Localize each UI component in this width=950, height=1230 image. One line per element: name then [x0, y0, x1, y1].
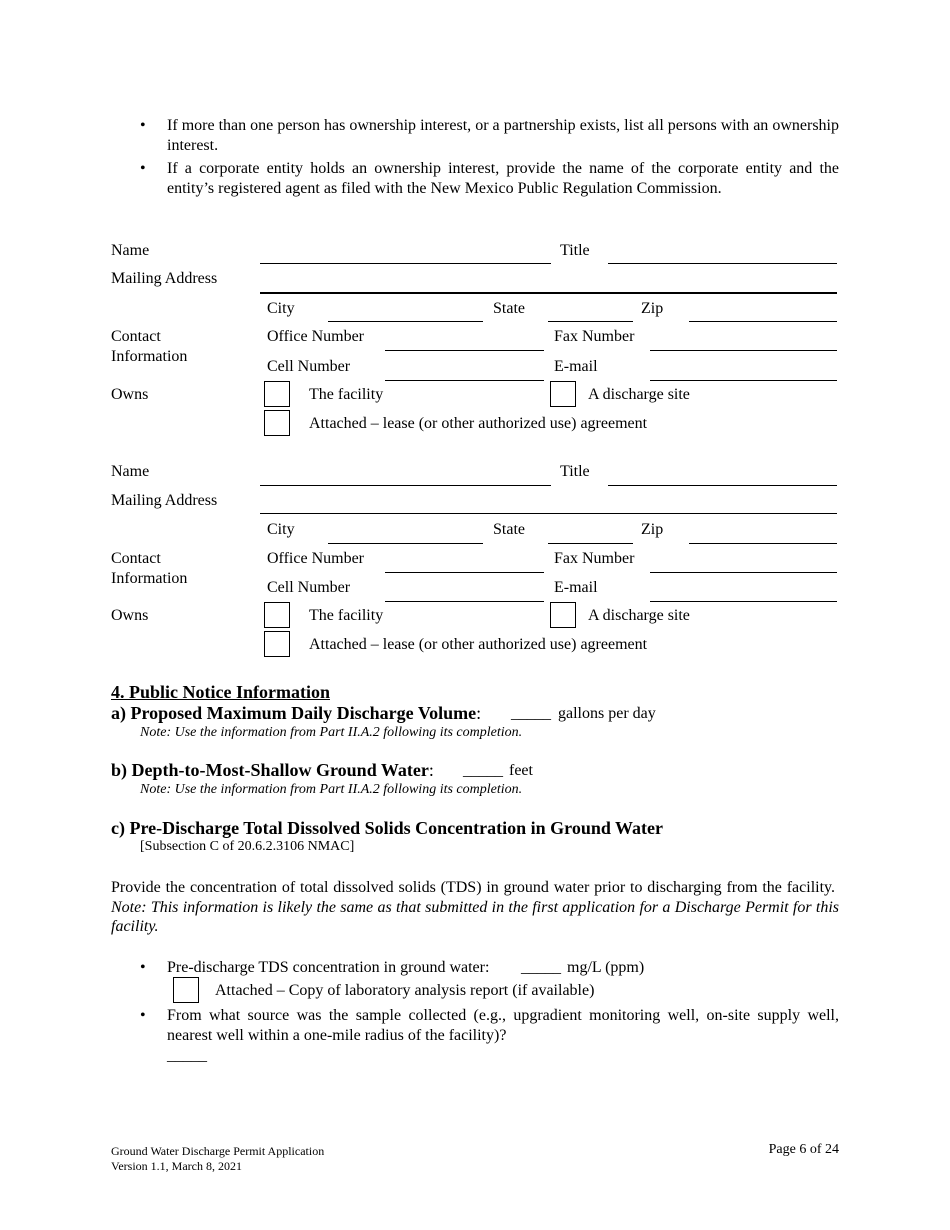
ground-water-depth-blank[interactable]: _____ — [463, 762, 503, 779]
discharge-site-checkbox[interactable] — [550, 602, 576, 628]
title-input-line[interactable] — [608, 485, 837, 486]
intro-bullet-2: If a corporate entity holds an ownership interest, provide the name of the corporate entity and the entity’s registered agent as filed with the New Mexico Public Regulation Commission. — [167, 160, 839, 197]
information-label: Information — [111, 570, 188, 587]
discharge-volume-blank[interactable]: _____ — [511, 705, 551, 722]
facility-checkbox[interactable] — [264, 381, 290, 407]
city-label: City — [267, 521, 295, 538]
bullet-dot: • — [140, 1007, 146, 1024]
item-a-colon: : — [476, 703, 482, 723]
item-b-colon: : — [428, 760, 434, 780]
ground-water-depth-unit: feet — [509, 762, 533, 779]
page-number: Page 6 of 24 — [768, 1142, 839, 1157]
state-label: State — [493, 300, 525, 317]
lease-option-label: Attached – lease (or other authorized use) agreement — [309, 636, 648, 653]
lease-checkbox[interactable] — [264, 631, 290, 657]
city-input-line[interactable] — [328, 321, 483, 322]
mailing-address-label: Mailing Address — [111, 492, 218, 509]
office-number-label: Office Number — [267, 550, 364, 567]
item-a-prefix: a) — [111, 703, 126, 723]
mailing-address-input-line[interactable] — [260, 292, 837, 294]
item-c-heading — [111, 818, 663, 839]
owns-label: Owns — [111, 386, 149, 403]
footer-doc-title: Ground Water Discharge Permit Application — [111, 1144, 325, 1158]
title-label: Title — [560, 463, 590, 480]
zip-input-line[interactable] — [689, 321, 837, 322]
item-a-title: Proposed Maximum Daily Discharge Volume — [130, 703, 477, 723]
city-label: City — [267, 300, 295, 317]
discharge-volume-unit: gallons per day — [558, 705, 656, 722]
owns-label: Owns — [111, 607, 149, 624]
cell-number-label: Cell Number — [267, 358, 351, 375]
cell-number-input-line[interactable] — [385, 601, 544, 602]
lab-report-checkbox[interactable] — [173, 977, 199, 1003]
title-label: Title — [560, 242, 590, 259]
item-b-note: Note: Use the information from Part II.A.2 following its completion. — [140, 782, 523, 797]
tds-concentration-unit: mg/L (ppm) — [567, 959, 645, 976]
title-input-line[interactable] — [608, 263, 837, 264]
information-label: Information — [111, 348, 188, 365]
office-number-label: Office Number — [267, 328, 364, 345]
tds-bullet-text: Pre-discharge TDS concentration in ground water: — [167, 959, 490, 976]
bullet-dot: • — [140, 959, 146, 976]
office-number-input-line[interactable] — [385, 350, 544, 351]
lease-option-label: Attached – lease (or other authorized use) agreement — [309, 415, 648, 432]
item-b-heading — [111, 760, 434, 781]
email-label: E-mail — [554, 579, 598, 596]
bullet-dot: • — [140, 117, 146, 134]
tds-concentration-blank[interactable]: _____ — [521, 959, 561, 976]
state-input-line[interactable] — [548, 321, 633, 322]
zip-label: Zip — [641, 300, 664, 317]
name-input-line[interactable] — [260, 485, 551, 486]
contact-label: Contact — [111, 328, 161, 345]
facility-option-label: The facility — [309, 607, 384, 624]
source-bullet-text: From what source was the sample collected (e.g., upgradient monitoring well, on-site supply well, nearest well within a one-mile radius of the facility)? — [167, 1007, 839, 1044]
item-c-title: Pre-Discharge Total Dissolved Solids Concentration in Ground Water — [129, 818, 664, 838]
state-label: State — [493, 521, 525, 538]
name-label: Name — [111, 242, 150, 259]
zip-input-line[interactable] — [689, 543, 837, 544]
zip-label: Zip — [641, 521, 664, 538]
office-number-input-line[interactable] — [385, 572, 544, 573]
item-a-note: Note: Use the information from Part II.A.2 following its completion. — [140, 725, 523, 740]
facility-checkbox[interactable] — [264, 602, 290, 628]
item-b-prefix: b) — [111, 760, 128, 780]
email-label: E-mail — [554, 358, 598, 375]
name-label: Name — [111, 463, 150, 480]
item-b-title: Depth-to-Most-Shallow Ground Water — [131, 760, 429, 780]
lease-checkbox[interactable] — [264, 410, 290, 436]
tds-paragraph: Provide the concentration of total dissolved solids (TDS) in ground water prior to discharging from the facility. Note: This information is likely the same as that submitted in the first application for a Discharge Permit for this facility. — [111, 879, 839, 935]
discharge-site-option-label: A discharge site — [588, 386, 690, 403]
intro-bullet-1: If more than one person has ownership interest, or a partnership exists, list all persons with an ownership interest. — [167, 117, 839, 154]
item-c-reference: [Subsection C of 20.6.2.3106 NMAC] — [140, 839, 355, 854]
facility-option-label: The facility — [309, 386, 384, 403]
fax-number-input-line[interactable] — [650, 572, 837, 573]
city-input-line[interactable] — [328, 543, 483, 544]
cell-number-input-line[interactable] — [385, 380, 544, 381]
section-4-title: 4. Public Notice Information — [111, 682, 330, 702]
contact-label: Contact — [111, 550, 161, 567]
fax-number-label: Fax Number — [554, 328, 635, 345]
item-a-heading — [111, 703, 481, 724]
footer-version: Version 1.1, March 8, 2021 — [111, 1159, 242, 1173]
mailing-address-input-line[interactable] — [260, 513, 837, 514]
lab-report-option-label: Attached – Copy of laboratory analysis report (if available) — [215, 982, 595, 999]
fax-number-label: Fax Number — [554, 550, 635, 567]
sample-source-blank[interactable]: _____ — [167, 1047, 207, 1064]
cell-number-label: Cell Number — [267, 579, 351, 596]
discharge-site-option-label: A discharge site — [588, 607, 690, 624]
mailing-address-label: Mailing Address — [111, 270, 218, 287]
discharge-site-checkbox[interactable] — [550, 381, 576, 407]
name-input-line[interactable] — [260, 263, 551, 264]
fax-number-input-line[interactable] — [650, 350, 837, 351]
item-c-prefix: c) — [111, 818, 125, 838]
bullet-dot: • — [140, 160, 146, 177]
email-input-line[interactable] — [650, 380, 837, 381]
state-input-line[interactable] — [548, 543, 633, 544]
email-input-line[interactable] — [650, 601, 837, 602]
